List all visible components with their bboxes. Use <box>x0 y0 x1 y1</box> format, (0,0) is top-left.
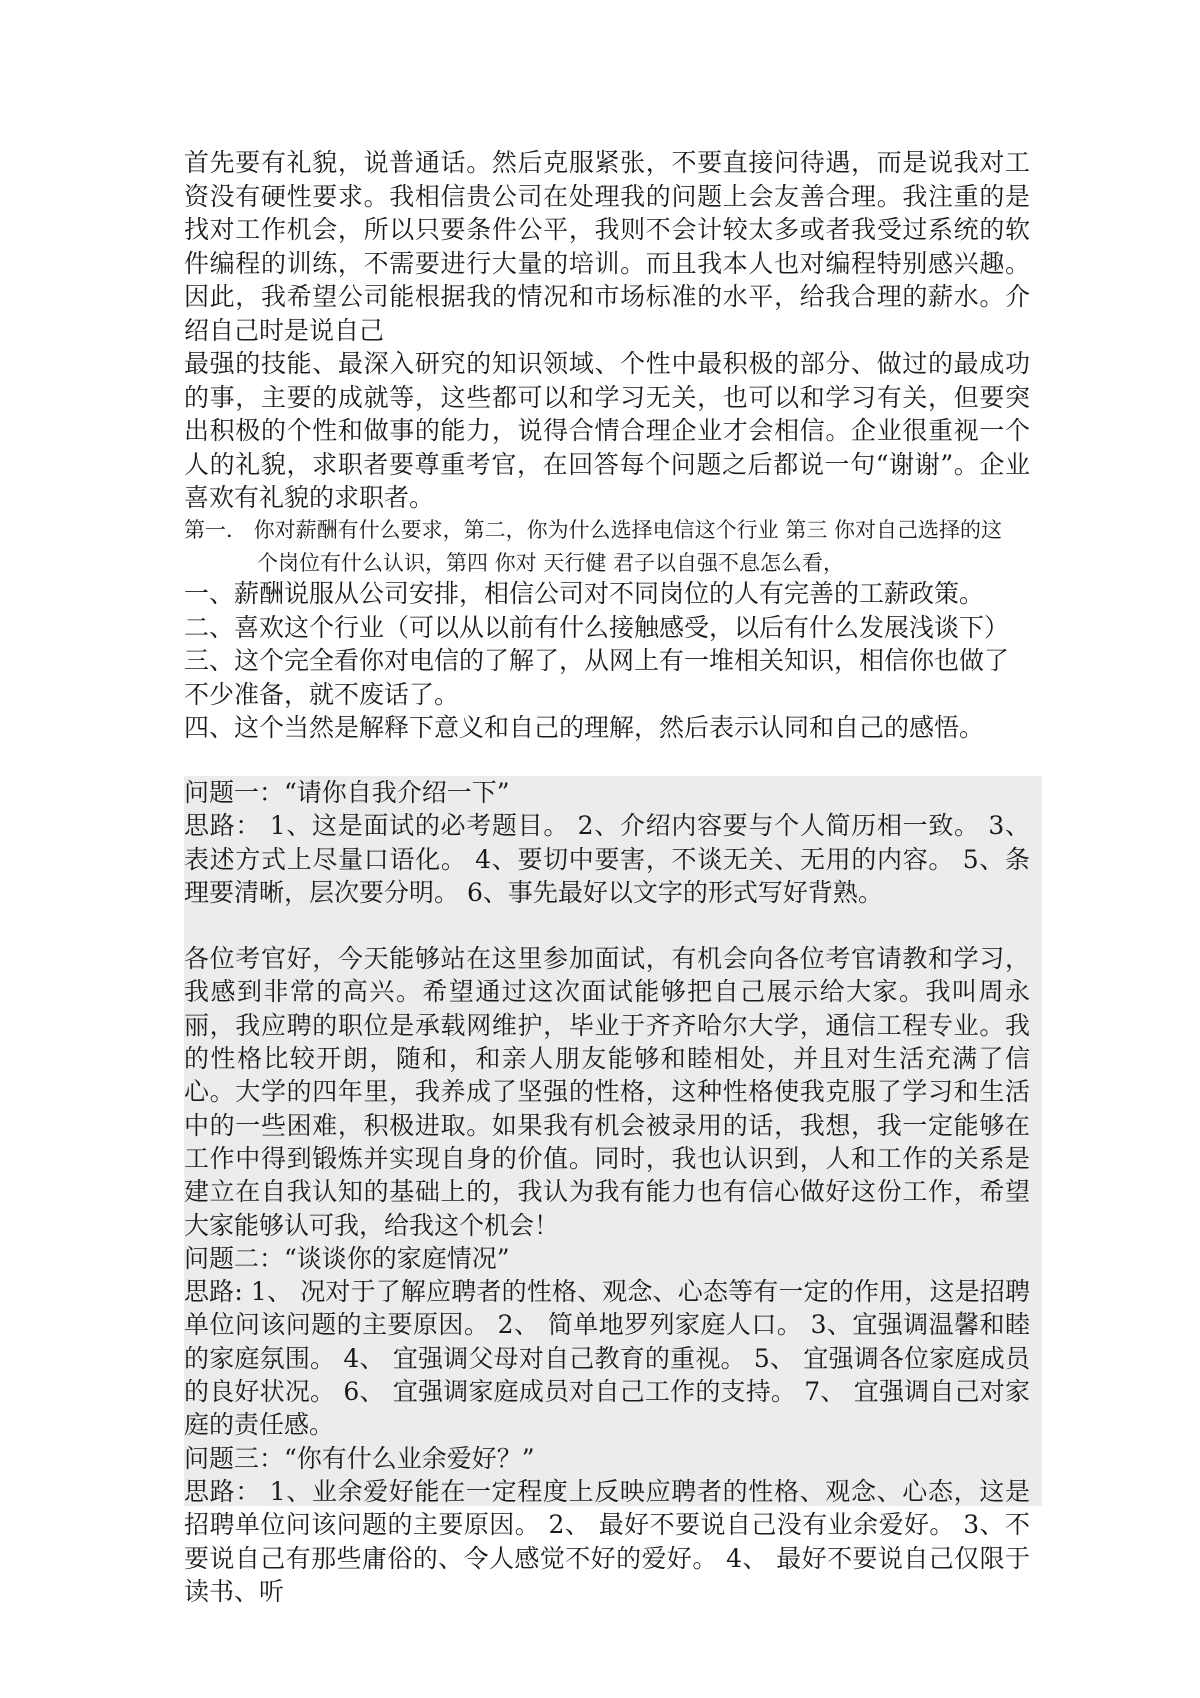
answer-item: 一、薪酬说服从公司安排，相信公司对不同岗位的人有完善的工薪政策。 <box>184 579 985 608</box>
question-1-title: 问题一：“请你自我介绍一下” <box>184 778 510 807</box>
answer-list <box>184 577 1030 745</box>
question-3-tips: 思路： 1、业余爱好能在一定程度上反映应聘者的性格、观念、心态，这是招聘单位问该问题的主要原因。 2、 最好不要说自己没有业余爱好。 3、不要说自己有那些庸俗的、令人感觉不好的爱好。 4、 最好不要说自己仅限于读书、听 <box>184 1476 1030 1606</box>
answer-item: 四、这个当然是解释下意义和自己的理解，然后表示认同和自己的感悟。 <box>184 713 985 742</box>
question-line-2: 个岗位有什么认识，第四 你对 天行健 君子以自强不息怎么看， <box>257 551 845 575</box>
question-2-title: 问题二：“谈谈你的家庭情况” <box>184 1243 510 1273</box>
question-3-title: 问题三：“你有什么业余爱好？” <box>184 1443 535 1473</box>
interview-qa-section <box>184 776 1042 1606</box>
question-1-tips: 思路： 1、这是面试的必考题目。 2、介绍内容要与个人简历相一致。 3、表述方式上尽量口语化。 4、要切中要害，不谈无关、无用的内容。 5、条理要清晰，层次要分明。 6、事先最好以文字的形式写好背熟。 <box>184 811 1030 907</box>
answer-item: 三、这个完全看你对电信的了解了，从网上有一堆相关知识，相信你也做了不少准备，就不废话了。 <box>184 646 1010 709</box>
answer-item: 二、喜欢这个行业（可以从以前有什么接触感受，以后有什么发展浅谈下） <box>184 612 1010 642</box>
question-2-tips: 思路: 1、 况对于了解应聘者的性格、观念、心态等有一定的作用，这是招聘单位问该问题的主要原因。 2、 简单地罗列家庭人口。 3、宜强调温馨和睦的家庭氛围。 4、 宜强调父母对自己教育的重视。 5、 宜强调各位家庭成员的良好状况。 6、 宜强调家庭成员对自己工作的支持。 7、 宜强调自己对家庭的责任感。 <box>184 1277 1030 1440</box>
intro-paragraph-2: 最强的技能、最深入研究的知识领域、个性中最积极的部分、做过的最成功的事，主要的成就等，这些都可以和学习无关，也可以和学习有关，但要突出积极的个性和做事的能力，说得合情合理企业才会相信。企业很重视一个人的礼貌，求职者要尊重考官，在回答每个问题之后都说一句“谢谢”。企业喜欢有礼貌的求职者。 <box>184 349 1030 512</box>
spacer <box>184 909 1042 942</box>
intro-section <box>184 146 1030 515</box>
question-line-1: 第一． 你对薪酬有什么要求，第二，你为什么选择电信这个行业 第三 你对自己选择的这 <box>184 518 1003 542</box>
question-1-sample-answer: 各位考官好，今天能够站在这里参加面试，有机会向各位考官请教和学习，我感到非常的高兴。希望通过这次面试能够把自己展示给大家。我叫周永丽，我应聘的职位是承载网维护，毕业于齐齐哈尔大学，通信工程专业。我的性格比较开朗，随和，和亲人朋友能够和睦相处，并且对生活充满了信心。大学的四年里，我养成了坚强的性格，这种性格使我克服了学习和生活中的一些困难，积极进取。如果我有机会被录用的话，我想，我一定能够在工作中得到锻炼并实现自身的价值。同时，我也认识到，人和工作的关系是建立在自我认知的基础上的，我认为我有能力也有信心做好这份工作，希望大家能够认可我，给我这个机会！ <box>184 944 1030 1240</box>
question-list <box>184 514 1030 580</box>
intro-paragraph-1: 首先要有礼貌，说普通话。然后克服紧张，不要直接问待遇，而是说我对工资没有硬性要求。我相信贵公司在处理我的问题上会友善合理。我注重的是找对工作机会，所以只要条件公平，我则不会计较太多或者我受过系统的软件编程的训练，不需要进行大量的培训。而且我本人也对编程特别感兴趣。因此，我希望公司能根据我的情况和市场标准的水平，给我合理的薪水。介绍自己时是说自己 <box>184 148 1030 345</box>
